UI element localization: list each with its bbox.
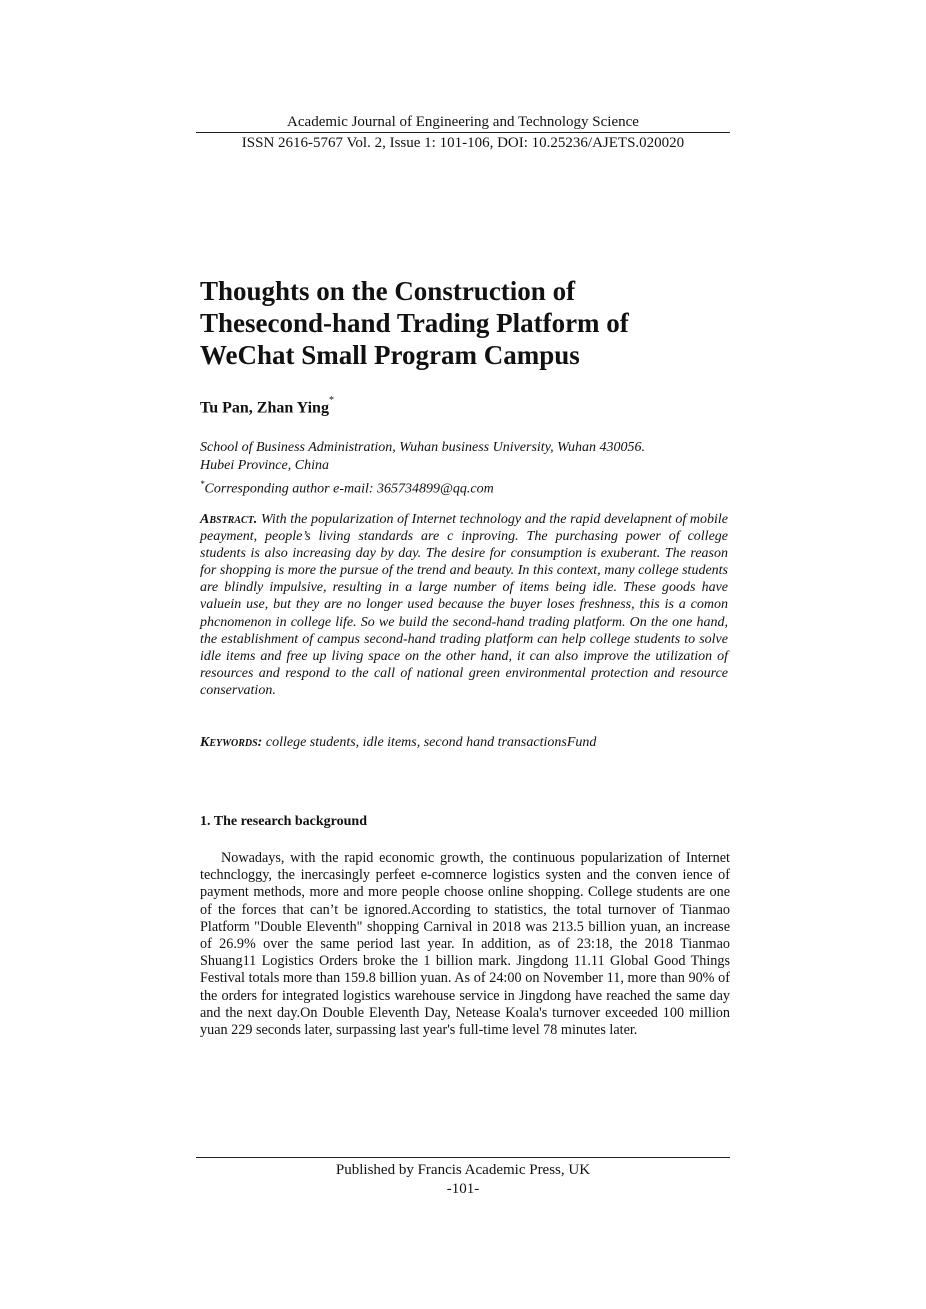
running-header (196, 112, 730, 153)
publisher-line: Published by Francis Academic Press, UK (335, 1162, 591, 1178)
journal-name: Academic Journal of Engineering and Technology Science (287, 114, 639, 130)
title-line-2: Thesecond-hand Trading Platform of (200, 308, 629, 338)
page-footer (196, 1157, 730, 1199)
corresponding-mark: * (328, 395, 334, 406)
keywords (200, 735, 728, 751)
abstract (200, 511, 728, 699)
keywords-text: college students, idle items, second hand transactionsFund (265, 735, 597, 750)
footer-rule (196, 1157, 730, 1158)
author-names: Tu Pan, Zhan Ying (200, 399, 329, 417)
page-number: -101- (446, 1181, 480, 1197)
abstract-label: Abstract. (200, 512, 258, 527)
paper-title (200, 275, 740, 371)
abstract-text: With the popularization of Internet technology and the rapid develapnent of mobile peayment, people’s living standards are c inproving. The purchasing power of college students is also increasing day by day. The desire for consumption is exuberant. The reason for shopping is more the pursue of the trend and beauty. In this context, many college students are blindly impulsive, resulting in a large number of items being idle. These goods have valuein use, but they are no longer used because the buyer loses freshness, this is a comon phcnomenon in college life. So we build the second-hand trading platform. On the one hand, the establishment of campus second-hand trading platform can help college students to solve idle items and free up living space on the other hand, it can also improve the utilization of resources and respond to the call of national green environmental protection and resource conservation. (200, 512, 728, 698)
author-list (200, 395, 334, 417)
affiliation-line-1: School of Business Administration, Wuhan business University, Wuhan 430056. (200, 440, 646, 455)
affiliation-block (200, 439, 728, 499)
title-line-1: Thoughts on the Construction of (200, 276, 576, 306)
corresponding-mark-affil: * (200, 479, 205, 489)
title-line-3: WeChat Small Program Campus (200, 340, 580, 370)
section-heading: 1. The research background (200, 814, 367, 829)
affiliation-line-2: Hubei Province, China (200, 458, 329, 473)
corresponding-email: Corresponding author e-mail: 365734899@qq.com (204, 481, 494, 497)
corresponding-author-line (200, 475, 728, 499)
issn-line: ISSN 2616-5767 Vol. 2, Issue 1: 101-106, DOI: 10.25236/AJETS.020020 (241, 135, 685, 151)
section-paragraph: Nowadays, with the rapid economic growth, the continuous popularization of Internet techncloggy, the inercasingly perfeet e-comnerce logistics systen and the conven ience of payment methods, more and more people choose online shopping. College students are one of the forces that can’t be ignored.According to statistics, the total turnover of Tianmao Platform "Double Eleventh" shopping Carnival in 2018 was 213.5 billion yuan, an increase of 26.9% over the same period last year. In addition, as of 23:18, the 2018 Tianmao Shuang11 Logistics Orders broke the 1 billion mark. Jingdong 11.11 Global Good Things Festival totals more than 159.8 billion yuan. As of 24:00 on November 11, more than 90% of the orders for integrated logistics warehouse service in Jingdong have reached the same day and the next day.On Double Eleventh Day, Netease Koala's turnover exceeded 100 million yuan 229 seconds later, surpassing last year's full-time level 78 minutes later. (200, 850, 730, 1039)
keywords-label: Keywords: (200, 735, 263, 750)
